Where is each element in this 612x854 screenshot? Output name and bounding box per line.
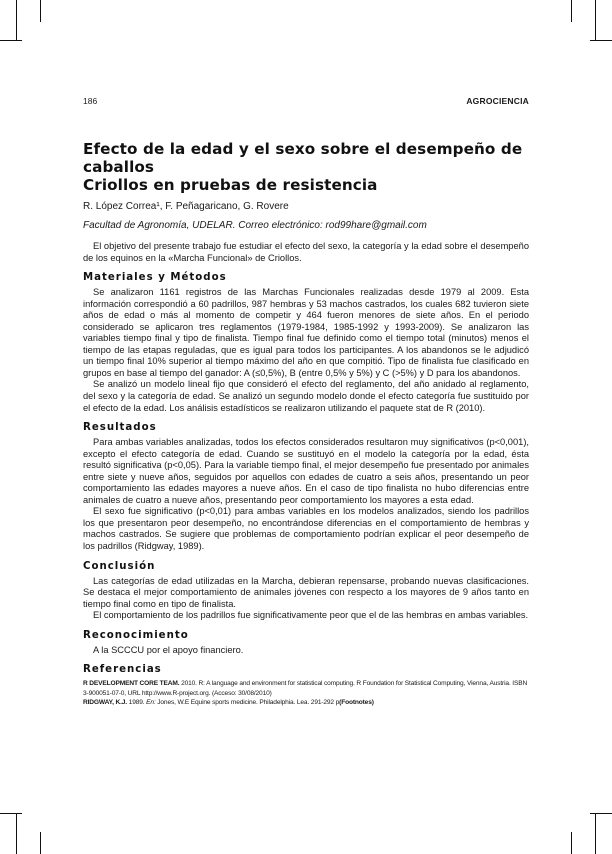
conclusion-paragraph-2: El comportamiento de los padrillos fue significativamente peor que el de las hembras en ambas variables. — [93, 610, 529, 621]
reconocimiento-paragraph: A la SCCCU por el apoyo financiero. — [93, 644, 244, 655]
reference-text: 2010. R: A language and environment for statistical computing. R Foundation for Statistical Computing, Vienna, Austria. ISBN 3-900051-07-0, URL http://www.R-project.org. (Acceso: 30/08/2010) — [83, 680, 528, 697]
paper-page — [83, 96, 529, 707]
title-line-1: Efecto de la edad y el sexo sobre el desempeño de caballos — [83, 140, 523, 176]
heading-conclusion: Conclusión — [83, 560, 156, 572]
reference-in: En: — [146, 698, 156, 706]
reference-item — [83, 698, 529, 707]
reference-author: RIDGWAY, K.J. — [83, 698, 127, 706]
reference-text: Jones, W.E Equine sports medicine. Philadelphia. Lea. 291-292 p — [157, 698, 340, 706]
authors: R. López Correa¹, F. Peñagaricano, G. Rovere — [83, 201, 289, 212]
resultados-paragraph-2: El sexo fue significativo (p<0,01) para ambas variables en los modelos analizados, siendo los padrillos los que presentaron peor desempeño, no encontrándose diferencias en el comportamiento de hembras y machos castrados. Se sugiere que problemas de comportamiento podrían explicar el peor desempeño de los padrillos (Ridgway, 1989). — [83, 506, 529, 552]
reference-footnotes: (Footnotes) — [339, 698, 374, 706]
reference-author: R DEVELOPMENT CORE TEAM. — [83, 680, 180, 688]
article-title — [83, 140, 529, 194]
crop-mark — [571, 0, 572, 22]
crop-mark — [40, 832, 41, 854]
heading-referencias: Referencias — [83, 664, 162, 676]
heading-reconocimiento: Reconocimiento — [83, 629, 189, 641]
materiales-paragraph-2: Se analizó un modelo lineal fijo que consideró el efecto del reglamento, del año anidado al reglamento, del sexo y la categoría de edad. Se analizó un segundo modelo donde el efecto categoría fue sustituido por el efecto de la edad. Los análisis estadísticos se realizaron utilizando el paquete stat de R (2010). — [83, 379, 529, 413]
journal-name: AGROCIENCIA — [466, 96, 529, 106]
crop-mark — [40, 0, 41, 22]
crop-mark — [590, 40, 612, 41]
crop-mark — [16, 814, 17, 854]
conclusion-paragraph-1: Las categorías de edad utilizadas en la Marcha, debieran repensarse, probando nuevas clasificaciones. Se destaca el mejor comportamiento de animales jóvenes con respecto a los mayores de 9 años tanto en tiempo final como en tipo de finalista. — [83, 575, 529, 609]
title-line-2: Criollos en pruebas de resistencia — [83, 176, 378, 194]
crop-mark — [0, 813, 22, 814]
crop-mark — [0, 40, 22, 41]
running-header — [83, 96, 529, 106]
reference-item — [83, 679, 529, 698]
crop-mark — [595, 814, 596, 854]
resultados-paragraph-1: Para ambas variables analizadas, todos los efectos considerados resultaron muy significativos (p<0,001), excepto el efecto categoría de edad. Cuando se sustituyó en el modelo la categoría por la edad, ésta resultó significativa (p<0,05). Para la variable tiempo final, el mejor desempeño fue presentado por animales entre siete y nueve años, seguidos por aquellos con edades de cuatro a seis años, presentando un peor comportamiento las edades mayores a nueve años. En el caso de tipo finalista no hubo diferencias entre animales de cuatro a nueve años, presentando peor comportamiento los mayores a esta edad. — [83, 437, 529, 505]
page-number: 186 — [83, 96, 98, 106]
intro-paragraph: El objetivo del presente trabajo fue estudiar el efecto del sexo, la categoría y la edad sobre el desempeño de los equinos en la «Marcha Funcional» de Criollos. — [83, 241, 529, 263]
crop-mark — [571, 832, 572, 854]
crop-mark — [16, 0, 17, 40]
affiliation: Facultad de Agronomía, UDELAR. Correo electrónico: rod99hare@gmail.com — [83, 220, 427, 231]
reference-year: 1989. — [128, 698, 145, 706]
crop-mark — [590, 813, 612, 814]
heading-materiales: Materiales y Métodos — [83, 272, 227, 284]
materiales-paragraph-1: Se analizaron 1161 registros de las Marchas Funcionales realizadas desde 1979 al 2009. Esta información correspondió a 60 padrillos, 987 hembras y 53 machos castrados, los cuales 682 tuvieron siete años de edad o más al momento de competir y 464 fueron menores de siete años. En el periodo considerado se aplicaron tres reglamentos (1979-1984, 1985-1992 y 1993-2009). Se analizaron las variables tiempo final y tipo de finalista. Tiempo final fue definido como el tiempo total (minutos) menos el tiempo de las etapas reguladas, que es igual para todos los participantes. A los abandonos se le adjudicó un tiempo final 10% superior al tiempo máximo del año en que compitió. Tipo de finalista fue clasificado en grupos en base al tiempo del ganador: A (≤0,5%), B (entre 0,5% y 5%) y C (>5%) y D para los abandonos. — [83, 287, 529, 378]
crop-mark — [595, 0, 596, 40]
reference-list — [83, 679, 529, 707]
heading-resultados: Resultados — [83, 422, 157, 434]
